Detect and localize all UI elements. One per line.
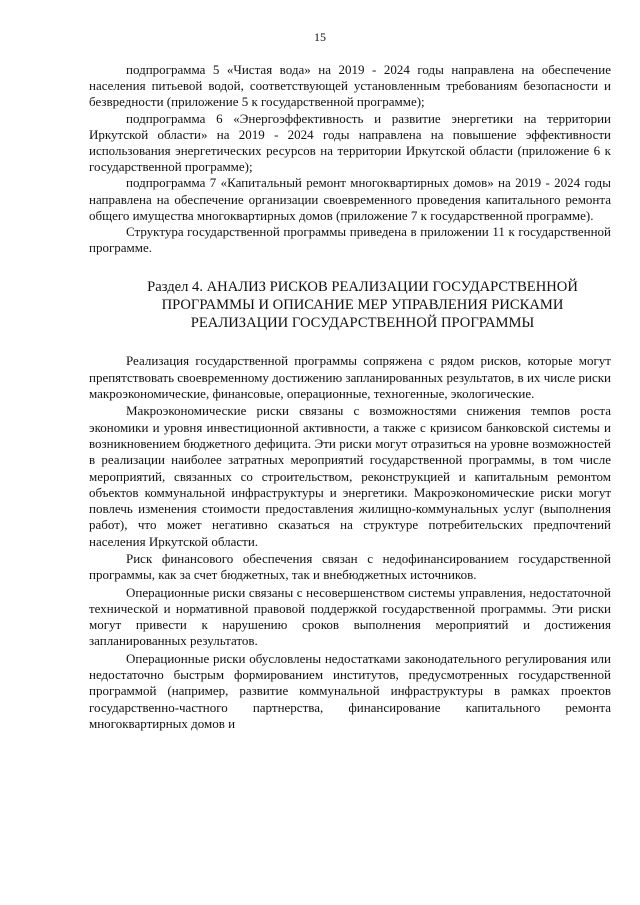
paragraph-operational-risks-1: Операционные риски связаны с несовершенством системы управления, недостаточной технической и нормативной правовой поддержкой государственной программы. Эти риски могут привести к нарушению сроков выполнения мероприятий и достижения запланированных результатов. — [89, 584, 611, 649]
paragraph-subprogram-5: подпрограмма 5 «Чистая вода» на 2019 - 2024 годы направлена на обеспечение населения питьевой водой, соответствующей установленным требованиям безопасности и безвредности (приложение 5 к государственной программе); — [89, 62, 611, 110]
page-number: 15 — [314, 30, 326, 44]
paragraph-macroeconomic-risks: Макроэкономические риски связаны с возможностями снижения темпов роста экономики и уровня инвестиционной активности, а также с кризисом банковской системы и возникновением бюджетного дефицита. Эти риски могут отразиться на уровне возможностей в реализации наиболее затратных мероприятий государственной программы, в том числе мероприятий, связанных со строительством, реконструкцией и капитальным ремонтом объектов коммунальной инфраструктуры и энергетики. Макроэкономические риски могут повлечь изменения стоимости предоставления жилищно-коммунальных услуг (выполнения работ), что может негативно сказаться на структуре потребительских предпочтений населения Иркутской области. — [89, 403, 611, 549]
page-content — [89, 62, 611, 732]
paragraph-risks-intro: Реализация государственной программы сопряжена с рядом рисков, которые могут препятствовать своевременному достижению запланированных результатов, в их числе риски макроэкономические, финансовые, операционные, техногенные, экологические. — [89, 353, 611, 402]
paragraph-financial-risk: Риск финансового обеспечения связан с недофинансированием государственной программы, как за счет бюджетных, так и внебюджетных источников. — [89, 551, 611, 583]
paragraph-program-structure: Структура государственной программы приведена в приложении 11 к государственной программе. — [89, 224, 611, 256]
subprogram-list — [89, 62, 611, 256]
paragraph-subprogram-7: подпрограмма 7 «Капитальный ремонт многоквартирных домов» на 2019 - 2024 годы направлена на обеспечение организации своевременного проведения капитального ремонта общего имущества многоквартирных домов (приложение 7 к государственной программе). — [89, 175, 611, 223]
section-heading-line-2: ПРОГРАММЫ И ОПИСАНИЕ МЕР УПРАВЛЕНИЯ РИСКАМИ — [161, 297, 564, 314]
section-heading — [89, 278, 611, 332]
risk-analysis-text — [89, 353, 611, 732]
paragraph-operational-risks-2: Операционные риски обусловлены недостатками законодательного регулирования или недостаточно быстрым формированием институтов, предусмотренных государственной программой (например, развитие коммунальной инфраструктуры в рамках проектов государственно-частного партнерства, финансирование капитального ремонта многоквартирных домов и — [89, 650, 611, 731]
section-heading-line-3: РЕАЛИЗАЦИИ ГОСУДАРСТВЕННОЙ ПРОГРАММЫ — [190, 315, 535, 332]
section-heading-line-1: Раздел 4. АНАЛИЗ РИСКОВ РЕАЛИЗАЦИИ ГОСУДАРСТВЕННОЙ — [147, 279, 578, 296]
paragraph-subprogram-6: подпрограмма 6 «Энергоэффективность и развитие энергетики на территории Иркутской области» на 2019 - 2024 годы направлена на повышение эффективности использования энергетических ресурсов на территории Иркутской области (приложение 6 к государственной программе); — [89, 110, 611, 175]
